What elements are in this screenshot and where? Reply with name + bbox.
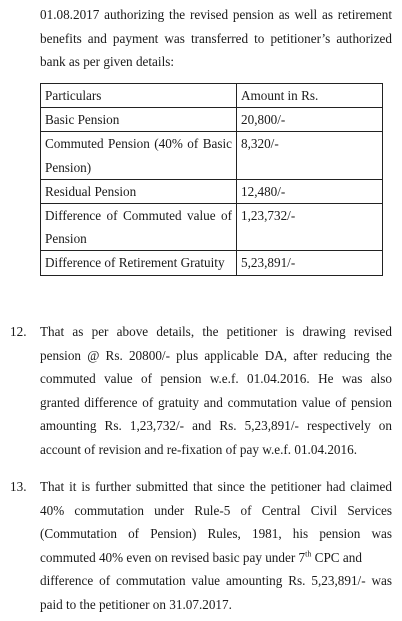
table-cell-particular: Difference of Retirement Gratuity <box>41 251 237 275</box>
paragraph-line: pension @ Rs. 20800/- plus applicable DA, after reducing the <box>40 347 392 363</box>
paragraph-line: difference of commutation value amounting Rs. 5,23,891/- was <box>40 573 392 588</box>
table-row <box>41 204 383 251</box>
table-cell-amount: 20,800/- <box>237 108 383 132</box>
intro-line: bank as per given details: <box>40 54 175 69</box>
table-row <box>41 108 383 132</box>
paragraph-12 <box>40 320 392 461</box>
paragraph-line: paid to the petitioner on 31.07.2017. <box>40 596 232 612</box>
intro-paragraph <box>40 3 392 74</box>
paragraph-line-part: CPC and <box>311 549 362 565</box>
table-cell-amount: 12,480/- <box>237 179 383 203</box>
paragraph-line: amounting Rs. 1,23,732/- and Rs. 5,23,891/- respectively on <box>40 418 392 433</box>
table-cell-particular: Basic Pension <box>41 108 237 132</box>
table-cell-particular: Difference of Commuted value of Pension <box>41 204 237 251</box>
superscript-th: th <box>305 549 312 559</box>
paragraph-line: That as per above details, the petitioner is drawing revised <box>40 324 392 339</box>
intro-line: 01.08.2017 authorizing the revised pension as well as retirement <box>40 7 392 22</box>
paragraph-number-13: 13. <box>10 479 27 494</box>
paragraph-13 <box>40 475 392 616</box>
table-cell-particular: Commuted Pension (40% of Basic Pension) <box>41 132 237 179</box>
table-cell-particular: Residual Pension <box>41 179 237 203</box>
table-cell-amount: 5,23,891/- <box>237 251 383 275</box>
table-row <box>41 132 383 179</box>
intro-line: benefits and payment was transferred to petitioner’s authorized <box>40 30 392 46</box>
table-header-row <box>41 84 383 108</box>
table-header-particulars: Particulars <box>41 84 237 108</box>
table-header-amount: Amount in Rs. <box>237 84 383 108</box>
paragraph-line: (Commutation of Pension) Rules, 1981, his pension was <box>40 526 392 541</box>
paragraph-line-part: commuted 40% even on revised basic pay under 7 <box>40 549 306 565</box>
pension-details-table <box>40 83 383 276</box>
paragraph-line-with-superscript <box>40 546 392 570</box>
table-row <box>41 251 383 275</box>
table-row <box>41 179 383 203</box>
paragraph-line: That it is further submitted that since the petitioner had claimed <box>40 479 392 494</box>
table-cell-amount: 8,320/- <box>237 132 383 179</box>
paragraph-line: account of revision and re-fixation of pay w.e.f. 01.04.2016. <box>40 441 358 457</box>
paragraph-number-12: 12. <box>10 324 27 339</box>
paragraph-line: commuted value of pension w.e.f. 01.04.2016. He was also <box>40 371 392 386</box>
paragraph-line-text <box>40 546 362 570</box>
paragraph-line: granted difference of gratuity and commutation value of pension <box>40 394 392 410</box>
paragraph-line: 40% commutation under Rule-5 of Central Civil Services <box>40 502 392 518</box>
table-cell-amount: 1,23,732/- <box>237 204 383 251</box>
